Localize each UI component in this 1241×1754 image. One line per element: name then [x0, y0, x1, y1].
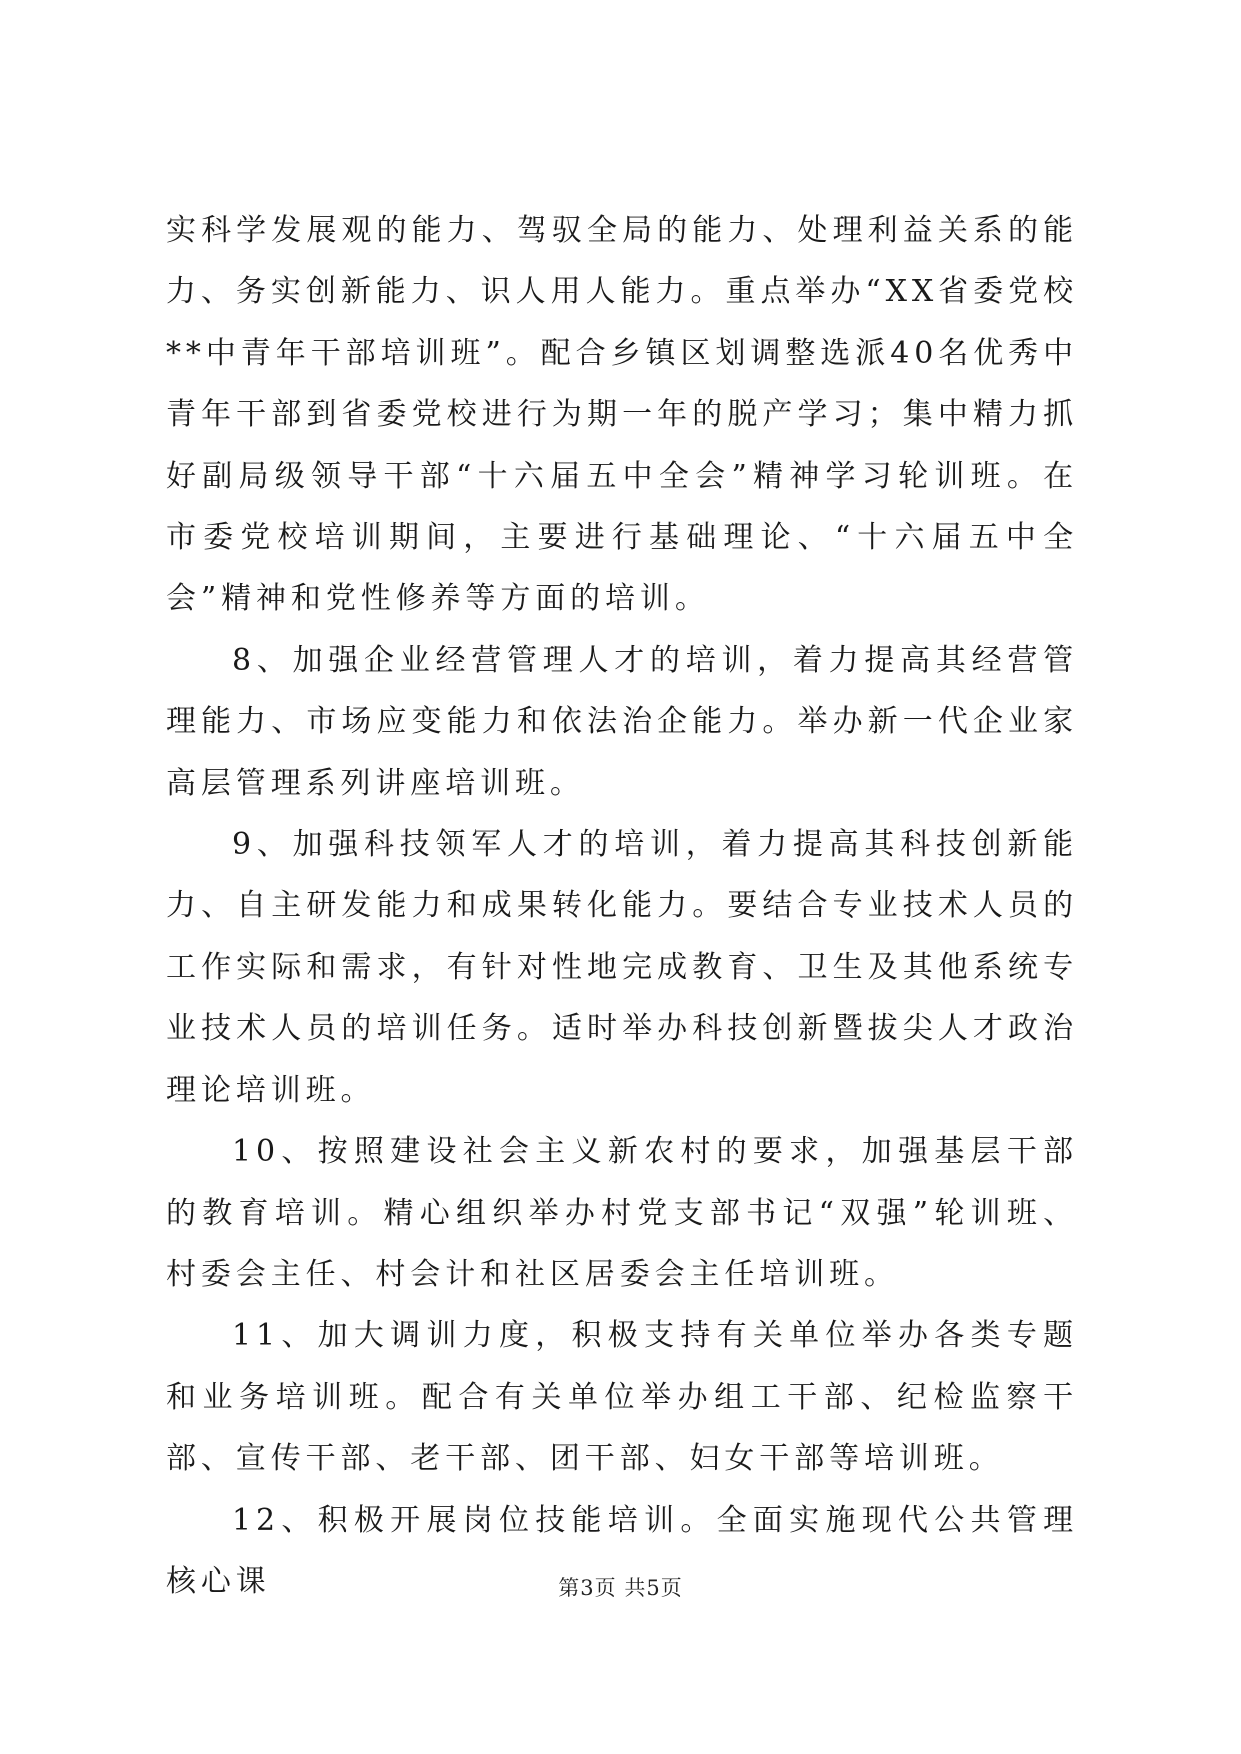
- page-number-footer: 第3页 共5页: [558, 1576, 683, 1600]
- document-body: [166, 200, 1078, 1612]
- paragraph-continuation: 实科学发展观的能力、驾驭全局的能力、处理利益关系的能力、务实创新能力、识人用人能力。重点举办“XX省委党校**中青年干部培训班”。配合乡镇区划调整选派40名优秀中青年干部到省委党校进行为期一年的脱产学习；集中精力抓好副局级领导干部“十六届五中全会”精神学习轮训班。在市委党校培训期间，主要进行基础理论、“十六届五中全会”精神和党性修养等方面的培训。: [166, 213, 1078, 617]
- paragraph-item-11: 11、加大调训力度，积极支持有关单位举办各类专题和业务培训班。配合有关单位举办组工干部、纪检监察干部、宣传干部、老干部、团干部、妇女干部等培训班。: [166, 1318, 1078, 1477]
- paragraph-item-8: 8、加强企业经营管理人才的培训，着力提高其经营管理能力、市场应变能力和依法治企能力。举办新一代企业家高层管理系列讲座培训班。: [166, 642, 1078, 801]
- paragraph-item-10: 10、按照建设社会主义新农村的要求，加强基层干部的教育培训。精心组织举办村党支部书记“双强”轮训班、村委会主任、村会计和社区居委会主任培训班。: [166, 1134, 1078, 1292]
- paragraph-item-9: 9、加强科技领军人才的培训，着力提高其科技创新能力、自主研发能力和成果转化能力。要结合专业技术人员的工作实际和需求，有针对性地完成教育、卫生及其他系统专业技术人员的培训任务。适时举办科技创新暨拔尖人才政治理论培训班。: [166, 827, 1078, 1108]
- paragraph-item-12: 12、积极开展岗位技能培训。全面实施现代公共管理核心课: [166, 1502, 1078, 1599]
